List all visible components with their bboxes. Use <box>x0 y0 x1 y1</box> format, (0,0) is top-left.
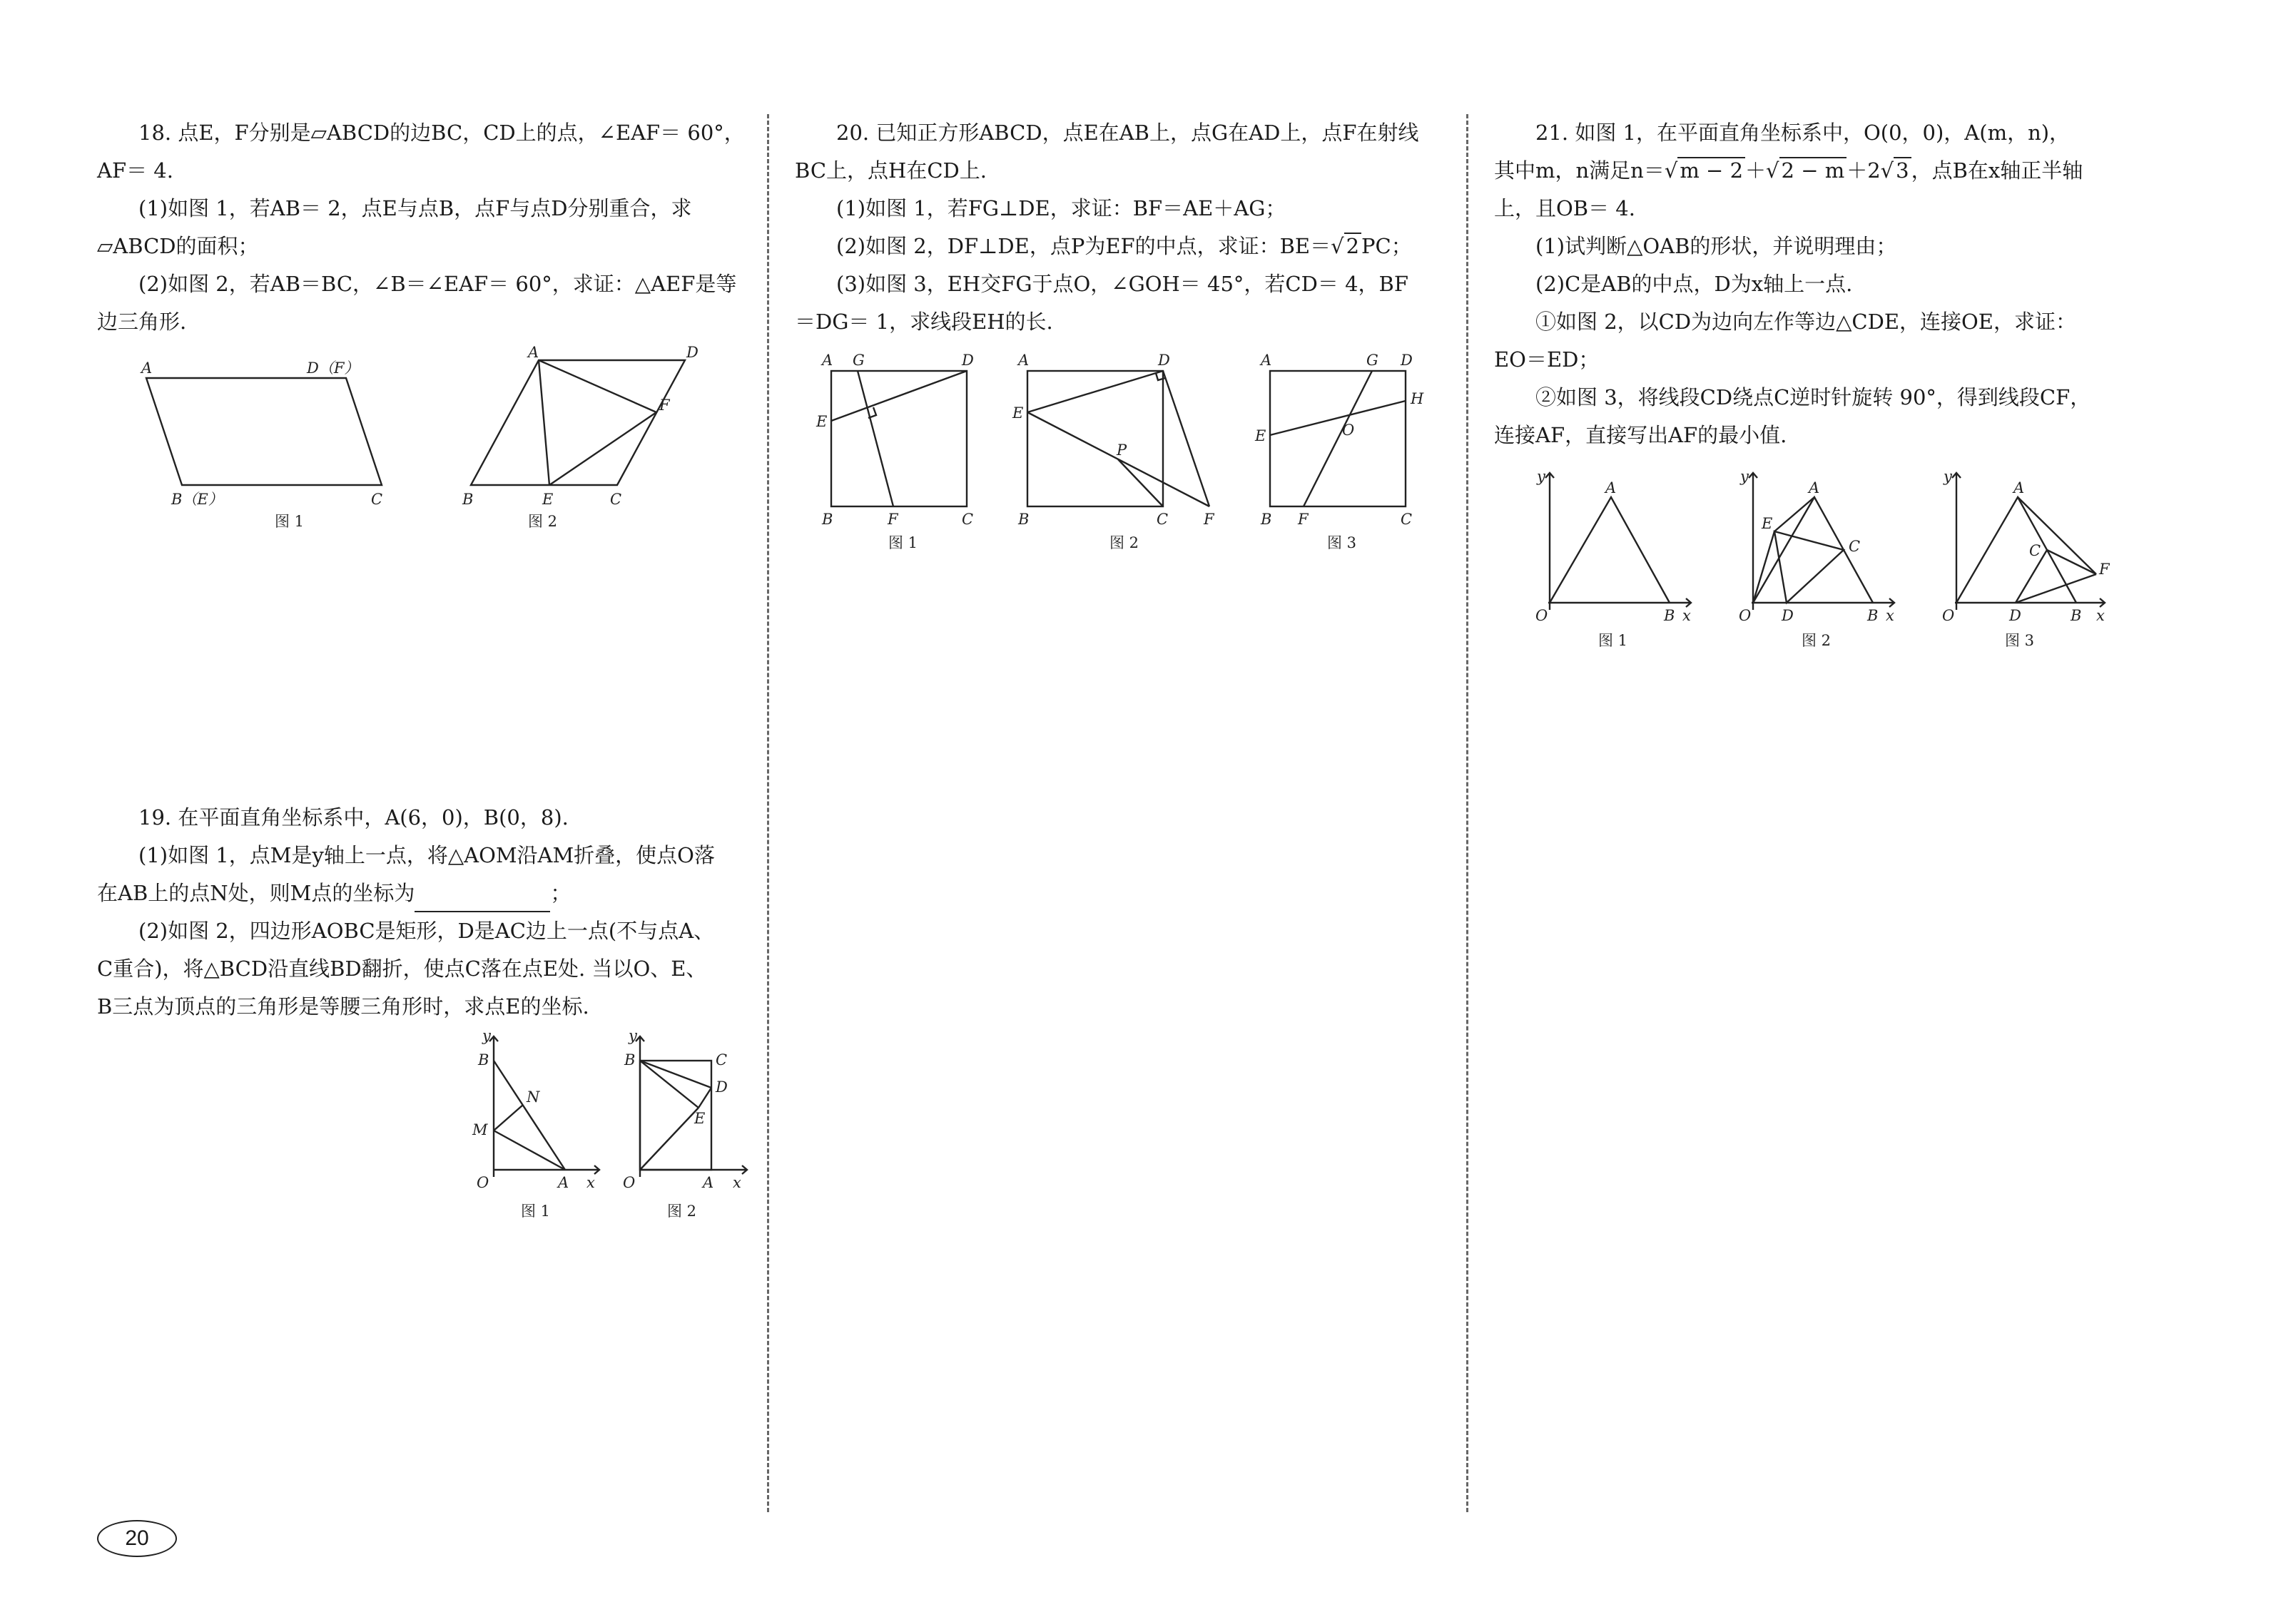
answer-blank <box>415 885 550 912</box>
label-d: D <box>686 344 699 361</box>
label-o: O <box>1942 607 1955 624</box>
q20-line-3: (1)如图 1，若FG⊥DE，求证：BF＝AE＋AG； <box>836 196 1286 220</box>
parallelogram <box>146 378 382 485</box>
q19-figure-1 <box>464 1027 606 1223</box>
figure-caption: 图 3 <box>2005 632 2035 649</box>
label-d: D <box>1401 352 1413 369</box>
label-f: F <box>2099 561 2110 578</box>
label-n: N <box>527 1088 540 1106</box>
label-o: O <box>1342 422 1355 439</box>
label-c: C <box>1157 511 1169 528</box>
label-c: C <box>2029 542 2041 559</box>
label-b: B <box>2071 607 2082 624</box>
q20-figure-3 <box>1252 350 1445 556</box>
label-e: E <box>816 413 828 430</box>
question-19 <box>97 799 746 1026</box>
q19-line-5: C重合)，将△BCD沿直线BD翻折，使点C落在点E处. 当以O、E、 <box>97 957 707 981</box>
q20-figure-2 <box>1010 350 1245 556</box>
label-a: A <box>2013 479 2025 496</box>
label-b: B <box>478 1051 489 1068</box>
label-c: C <box>1401 511 1413 528</box>
label-f: F <box>1298 511 1309 528</box>
label-b: B <box>822 511 833 528</box>
label-x: x <box>733 1174 741 1191</box>
label-c: C <box>962 511 974 528</box>
sqrt-symbol: √ <box>1331 234 1344 258</box>
sqrt-radicand: 2 <box>1344 233 1361 258</box>
figure-caption: 图 3 <box>1327 534 1357 551</box>
q18-figure-1 <box>136 353 400 531</box>
label-a: A <box>703 1174 714 1191</box>
sqrt-radicand-3: 3 <box>1894 157 1911 183</box>
sqrt-symbol: √ <box>1766 158 1779 183</box>
label-d-f: D（F） <box>307 359 360 377</box>
q18-line-2: AF＝ 4. <box>97 158 173 183</box>
q20-figure-1 <box>813 350 999 556</box>
q21-figure-3 <box>1934 467 2119 653</box>
q20-line-4-text: (2)如图 2，DF⊥DE，点P为EF的中点，求证：BE＝ <box>836 234 1331 258</box>
q19-line-3 <box>97 874 746 912</box>
label-a: A <box>528 344 539 361</box>
label-x: x <box>1886 607 1894 624</box>
q21-line-8: ②如图 3，将线段CD绕点C逆时针旋转 90°，得到线段CF， <box>1535 385 2091 409</box>
label-x: x <box>2096 607 2105 624</box>
label-e: E <box>542 491 554 508</box>
label-y: y <box>1537 468 1545 485</box>
question-20 <box>795 114 1451 341</box>
sqrt-radicand-1: m − 2 <box>1677 157 1745 183</box>
q21-line-2 <box>1494 152 2165 190</box>
figure-caption: 图 1 <box>521 1203 551 1220</box>
plus-sign: ＋ <box>1745 158 1767 183</box>
label-d: D <box>962 352 974 369</box>
q20-line-5: (3)如图 3，EH交FG于点O，∠GOH＝ 45°，若CD＝ 4，BF <box>836 272 1408 296</box>
q21-line-2-end: ，点B在x轴正半轴 <box>1911 158 2083 183</box>
q18-figure-2 <box>457 346 713 531</box>
label-x: x <box>1682 607 1691 624</box>
q21-line-9: 连接AF，直接写出AF的最小值. <box>1494 423 1787 447</box>
q20-line-2: BC上，点H在CD上. <box>795 158 987 183</box>
figure-caption: 图 1 <box>1598 632 1628 649</box>
label-a: A <box>141 359 153 377</box>
column-divider-right <box>1466 114 1468 1512</box>
figure-caption: 图 2 <box>1802 632 1832 649</box>
label-e: E <box>1762 515 1773 532</box>
label-a: A <box>1809 479 1820 496</box>
label-o: O <box>1739 607 1752 624</box>
q21-line-1: 21. 如图 1，在平面直角坐标系中，O(0，0)，A(m，n)， <box>1535 121 2071 145</box>
label-o: O <box>623 1174 636 1191</box>
q19-line-3-end: ； <box>550 881 572 905</box>
equilateral-cde <box>1774 531 1844 603</box>
q21-line-6: ①如图 2，以CD为边向左作等边△CDE，连接OE，求证： <box>1535 310 2076 334</box>
label-a: A <box>822 352 833 369</box>
label-y: y <box>1944 468 1952 485</box>
q18-line-3: (1)如图 1，若AB＝ 2，点E与点B，点F与点D分别重合，求 <box>138 196 692 220</box>
q21-line-3: 上，且OB＝ 4. <box>1494 196 1635 220</box>
label-c: C <box>1849 538 1861 555</box>
q19-line-2: (1)如图 1，点M是y轴上一点，将△AOM沿AM折叠，使点O落 <box>138 843 715 867</box>
label-a: A <box>1018 352 1030 369</box>
label-o: O <box>477 1174 489 1191</box>
label-x: x <box>586 1174 595 1191</box>
label-y: y <box>1740 468 1749 485</box>
label-d: D <box>2009 607 2021 624</box>
page-number: 20 <box>97 1520 177 1557</box>
figure-caption: 图 2 <box>528 513 558 530</box>
label-y: y <box>482 1027 491 1044</box>
sqrt-symbol: √ <box>1880 158 1894 183</box>
q18-line-5: (2)如图 2，若AB＝BC，∠B＝∠EAF＝ 60°，求证：△AEF是等 <box>138 272 737 296</box>
q21-figure-2 <box>1730 467 1909 653</box>
q19-line-3-text: 在AB上的点N处，则M点的坐标为 <box>97 881 415 905</box>
figure-caption: 图 1 <box>275 513 305 530</box>
label-b-e: B（E） <box>171 491 223 508</box>
q18-line-4: ▱ABCD的面积； <box>97 234 259 258</box>
label-m: M <box>472 1121 488 1138</box>
label-p: P <box>1117 442 1127 459</box>
label-f: F <box>1204 511 1214 528</box>
label-f: F <box>659 397 670 414</box>
question-18 <box>97 114 746 341</box>
label-d: D <box>716 1078 728 1096</box>
q21-line-2-text: 其中m，n满足n＝ <box>1494 158 1665 183</box>
plus-two: ＋2 <box>1847 158 1881 183</box>
label-h: H <box>1411 390 1424 407</box>
q19-figure-2 <box>610 1027 753 1223</box>
label-d: D <box>1782 607 1794 624</box>
q19-line-4: (2)如图 2，四边形AOBC是矩形，D是AC边上一点(不与点A、 <box>138 919 715 943</box>
q21-figure-1 <box>1527 467 1705 653</box>
label-g: G <box>1366 352 1378 369</box>
q18-line-1: 18. 点E，F分别是▱ABCD的边BC，CD上的点，∠EAF＝ 60°， <box>138 121 745 145</box>
figure-caption: 图 2 <box>667 1203 697 1220</box>
label-d: D <box>1158 352 1170 369</box>
q18-line-6: 边三角形. <box>97 310 187 334</box>
q21-line-7: EO＝ED； <box>1494 347 1600 372</box>
label-o: O <box>1535 607 1548 624</box>
question-21 <box>1494 114 2165 454</box>
label-e: E <box>1255 427 1266 444</box>
q21-line-5: (2)C是AB的中点，D为x轴上一点. <box>1535 272 1853 296</box>
label-e: E <box>694 1110 706 1127</box>
label-c: C <box>610 491 622 508</box>
label-b: B <box>624 1051 636 1068</box>
label-a: A <box>1261 352 1272 369</box>
q20-line-6: ＝DG＝ 1，求线段EH的长. <box>795 310 1053 334</box>
q19-line-1: 19. 在平面直角坐标系中，A(6，0)，B(0，8). <box>138 805 569 830</box>
label-b: B <box>1867 607 1879 624</box>
q20-line-4 <box>795 228 1451 265</box>
column-divider-left <box>767 114 769 1512</box>
sqrt-symbol: √ <box>1664 158 1678 183</box>
label-a: A <box>558 1174 569 1191</box>
figure-caption: 图 1 <box>888 534 918 551</box>
label-b: B <box>462 491 474 508</box>
figure-caption: 图 2 <box>1109 534 1139 551</box>
label-f: F <box>888 511 898 528</box>
label-g: G <box>853 352 865 369</box>
label-b: B <box>1261 511 1272 528</box>
label-e: E <box>1012 404 1024 422</box>
label-y: y <box>629 1027 637 1044</box>
q21-line-4: (1)试判断△OAB的形状，并说明理由； <box>1535 234 1897 258</box>
label-b: B <box>1018 511 1030 528</box>
label-c: C <box>371 491 383 508</box>
q20-line-4-end: PC； <box>1361 234 1412 258</box>
label-b: B <box>1664 607 1675 624</box>
q19-line-6: B三点为顶点的三角形是等腰三角形时，求点E的坐标. <box>97 994 589 1019</box>
label-a: A <box>1605 479 1617 496</box>
sqrt-radicand-2: 2 − m <box>1779 157 1847 183</box>
q20-line-1: 20. 已知正方形ABCD，点E在AB上，点G在AD上，点F在射线 <box>836 121 1419 145</box>
label-c: C <box>716 1051 728 1068</box>
